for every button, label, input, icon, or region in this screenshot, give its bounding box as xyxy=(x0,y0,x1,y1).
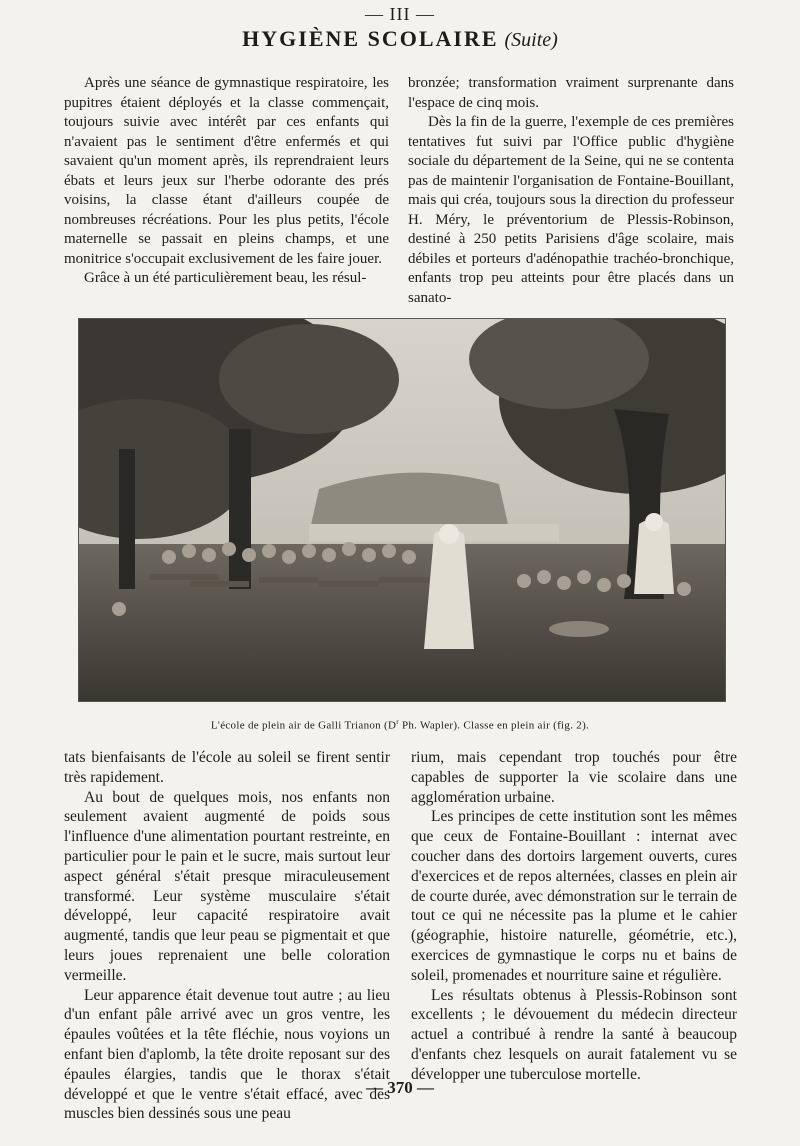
figure-photo-outdoor-class xyxy=(78,318,726,702)
paragraph: tats bienfaisants de l'école au soleil se firent sentir très rapidement. xyxy=(64,749,390,786)
title-text: HYGIÈNE SCOLAIRE xyxy=(242,26,499,51)
top-left-column xyxy=(64,74,389,289)
paragraph: Après une séance de gymnastique respiratoire, les pupitres étaient déployés et la classe commençait, toujours suivie avec intérêt par ces enfants qui n'avaient pas le sentiment d'être enfermés et qui savaient qu'un moment après, ils reprendraient leurs ébats et leurs jeux sur l'herbe odorante des prés voisins, la classe étant d'ailleurs coupée de nombreuses récréations. Pour les plus petits, l'école maternelle se passait en pleins champs, et une monitrice s'occupait exclusivement de les faire jouer. xyxy=(64,75,389,267)
paragraph: rium, mais cependant trop touchés pour être capables de supporter la vie scolaire dans une agglomération urbaine. xyxy=(411,749,737,806)
top-right-column xyxy=(408,74,734,308)
section-number: — III — xyxy=(365,4,435,24)
paragraph: Grâce à un été particulièrement beau, les résul- xyxy=(84,270,367,286)
caption-text: L'école de plein air de Galli Trianon (D xyxy=(210,719,397,732)
caption-superscript: r xyxy=(396,718,399,726)
paragraph: Au bout de quelques mois, nos enfants non seulement avaient augmenté de poids sous l'influence d'une alimentation pourtant restreinte, en particulier pour le pain et le sucre, mais surtout leur aspect général s'était presque miraculeusement transformé. Leur système musculaire s'était développé, leur capacité respiratoire avait augmenté, tandis que leur peau se pigmentait et que leurs joues reprenaient une belle coloration vermeille. xyxy=(64,788,390,984)
paragraph: Les principes de cette institution sont les mêmes que ceux de Fontaine-Bouillant : internat avec coucher dans des dortoirs largement ouverts, cures d'exercices et de repos alternées, classes en plein air de courte durée, avec démonstration sur le terrain de tout ce qui ne nécessite pas la plume et le cahier (géographie, histoire naturelle, géométrie, etc.), exercices de gymnastique le corps nu et bains de soleil, promenades et nourriture saine et régulière. xyxy=(411,808,737,984)
bottom-right-column xyxy=(411,748,737,1085)
paragraph: Leur apparence était devenue tout autre ; au lieu d'un enfant pâle arrivé avec un gros ventre, les épaules voûtées et la tête fléchie, nous voyions un enfant bien d'aplomb, la tête droite reposant sur des épaules élargies, tandis que le thorax s'était développé et que le ventre s'était effacé, avec des muscles bien dessinés sous une peau xyxy=(64,986,390,1123)
paragraph: bronzée; transformation vraiment surprenante dans l'espace de cinq mois. xyxy=(408,75,734,111)
photo-illustration xyxy=(79,319,725,701)
page-number: — 370 — xyxy=(366,1078,434,1097)
title-suffix: (Suite) xyxy=(504,29,558,51)
page-title xyxy=(0,26,800,52)
paragraph: Dès la fin de la guerre, l'exemple de ces premières tentatives fut suivi par l'Office public d'hygiène sociale du département de la Seine, qui ne se contenta pas de maintenir l'organisation de Fontaine-Bouillant, mais qui créa, toujours sous la direction du professeur H. Méry, le préventorium de Plessis-Robinson, destiné à 250 petits Parisiens d'âge scolaire, mais débiles et porteurs d'adénopathie trachéo-bronchique, enfants trop peu atteints pour être placés dans un sanato- xyxy=(408,114,734,306)
bottom-left-column xyxy=(64,748,390,1124)
paragraph: Les résultats obtenus à Plessis-Robinson sont excellents ; le dévouement du médecin directeur actuel a contribué à rendre la santé à beaucoup d'enfants chez lesquels on aurait fatalement vu se développer une tuberculose mortelle. xyxy=(411,986,737,1083)
caption-text-end: Ph. Wapler). Classe en plein air (fig. 2). xyxy=(398,719,590,732)
figure-caption xyxy=(0,718,800,732)
